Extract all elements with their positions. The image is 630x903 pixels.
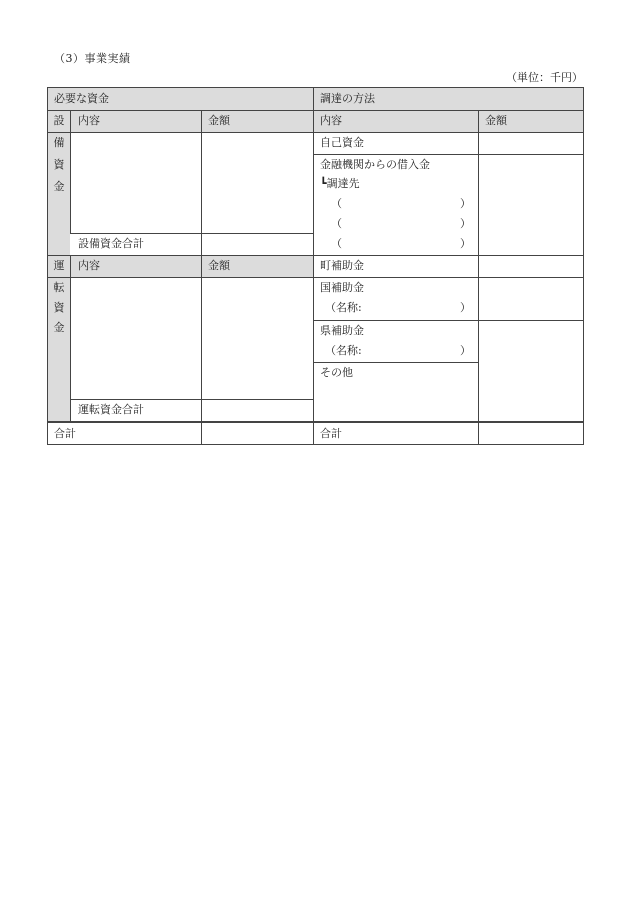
national-subsidy-paren-close: ）	[460, 301, 471, 314]
lender-paren-open-3: （	[331, 237, 342, 250]
equipment-label-char-1: 設	[53, 114, 65, 127]
funding-content-header: 内容	[320, 114, 342, 127]
lender-paren-close-2: ）	[460, 217, 471, 230]
operating-amount-header: 金額	[208, 259, 230, 272]
right-total-label: 合計	[320, 427, 342, 440]
prefectural-subsidy-label: 県補助金	[320, 324, 364, 337]
funding-amount-header: 金額	[485, 114, 507, 127]
prefectural-subsidy-paren-close: ）	[460, 344, 471, 357]
equipment-subtotal-label: 設備資金合計	[78, 237, 144, 250]
left-total-label: 合計	[54, 427, 76, 440]
header-row-bg	[48, 88, 583, 110]
equipment-content-header: 内容	[78, 114, 100, 127]
section-title: （3）事業実績	[54, 52, 131, 65]
loan-label: 金融機関からの借入金	[320, 158, 430, 171]
equipment-label-char-4: 金	[53, 180, 65, 193]
operating-label-char-3: 資	[53, 301, 65, 314]
required-funds-header: 必要な資金	[54, 92, 109, 105]
operating-content-header: 内容	[78, 259, 100, 272]
equipment-label-char-2: 備	[53, 136, 65, 149]
national-subsidy-name-label: （名称:	[325, 301, 362, 314]
other-funding-label: その他	[320, 366, 353, 379]
funding-method-header: 調達の方法	[320, 92, 375, 105]
lender-paren-close-1: ）	[460, 197, 471, 210]
lender-paren-close-3: ）	[460, 237, 471, 250]
funding-table	[47, 87, 584, 445]
operating-label-char-4: 金	[53, 321, 65, 334]
equipment-label-char-3: 資	[53, 158, 65, 171]
own-funds-label: 自己資金	[320, 136, 364, 149]
town-subsidy-label: 町補助金	[320, 259, 364, 272]
national-subsidy-label: 国補助金	[320, 281, 364, 294]
prefectural-subsidy-name-label: （名称:	[325, 344, 362, 357]
operating-label-char-2: 転	[53, 281, 65, 294]
lender-paren-open-2: （	[331, 217, 342, 230]
unit-label: （単位：千円）	[506, 71, 583, 84]
operating-side-bg	[48, 277, 70, 422]
operating-subtotal-label: 運転資金合計	[78, 403, 144, 416]
operating-label-char-1: 運	[53, 259, 65, 272]
equipment-amount-header: 金額	[208, 114, 230, 127]
lender-label: ┗調達先	[320, 177, 360, 190]
lender-paren-open-1: （	[331, 197, 342, 210]
